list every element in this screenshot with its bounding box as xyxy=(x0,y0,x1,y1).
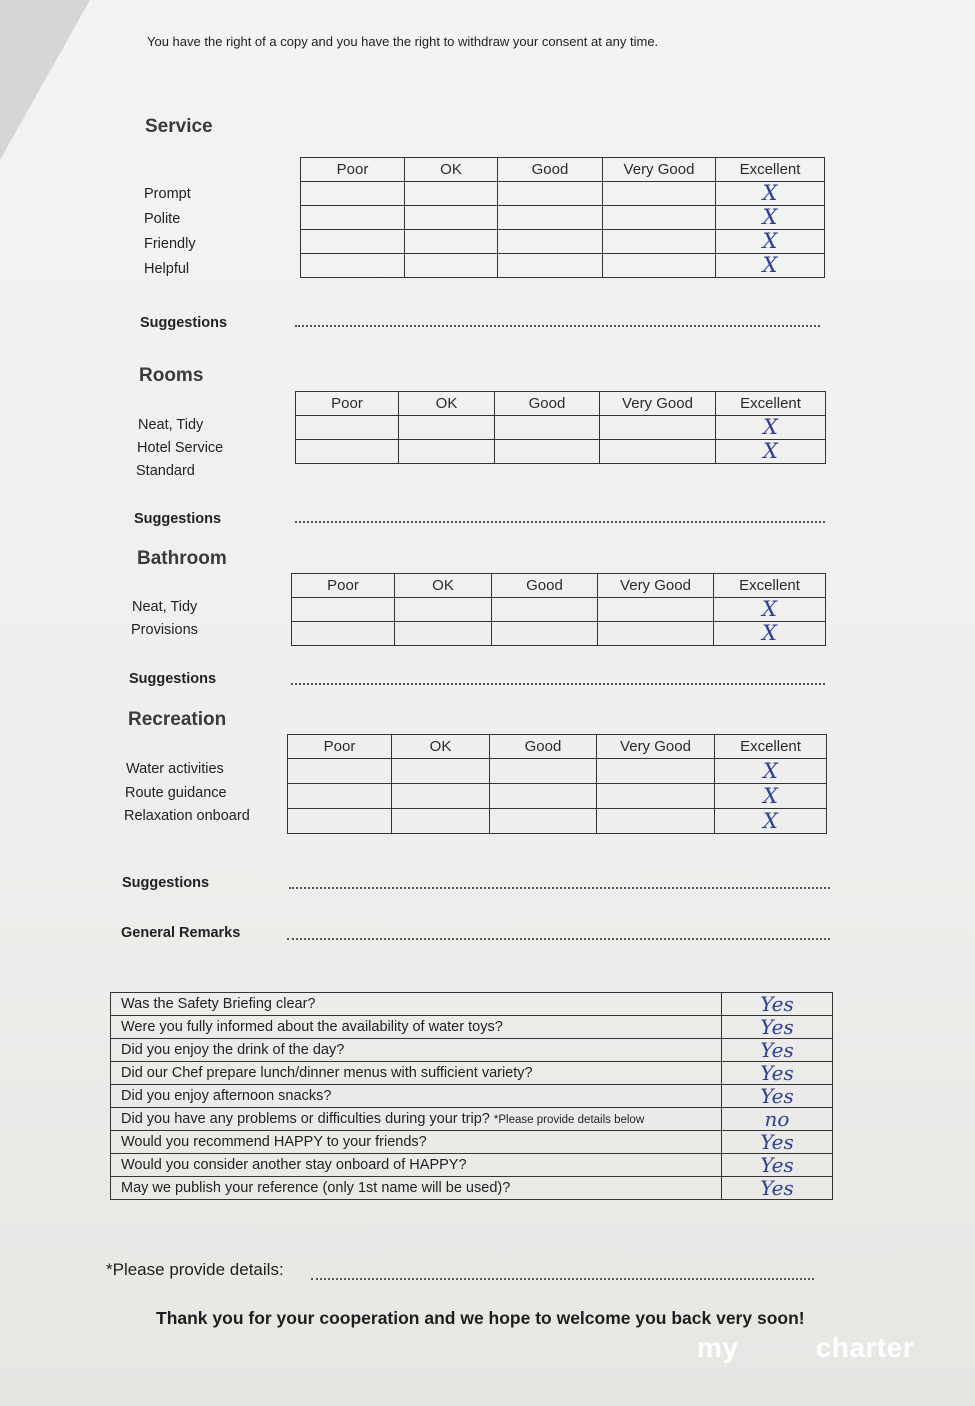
rating-cell[interactable] xyxy=(495,440,600,464)
rating-cell[interactable] xyxy=(600,416,716,440)
col-header-good: Good xyxy=(498,158,603,182)
col-header-ok: OK xyxy=(399,392,495,416)
rating-cell[interactable] xyxy=(498,182,603,206)
section-title-rooms: Rooms xyxy=(139,365,204,386)
question-row xyxy=(111,1154,833,1177)
service-item-friendly: Friendly xyxy=(144,236,196,252)
service-item-prompt: Prompt xyxy=(144,186,191,202)
service-suggestions-label: Suggestions xyxy=(140,315,228,331)
rating-cell[interactable] xyxy=(716,182,825,206)
check-mark: X xyxy=(762,597,777,621)
answer-cell[interactable] xyxy=(722,1039,833,1062)
rating-cell[interactable] xyxy=(603,230,716,254)
col-header-excellent: Excellent xyxy=(716,158,825,182)
check-mark: X xyxy=(762,229,778,253)
rating-cell[interactable] xyxy=(715,809,827,834)
recreation-item-water-activities: Water activities xyxy=(126,761,224,777)
recreation-suggestions-label: Suggestions xyxy=(122,875,210,891)
rating-cell[interactable] xyxy=(495,416,600,440)
question-text: Was the Safety Briefing clear? xyxy=(111,993,722,1016)
check-mark: X xyxy=(763,439,778,463)
col-header-excellent: Excellent xyxy=(716,392,826,416)
rating-cell[interactable] xyxy=(301,182,405,206)
section-title-recreation: Recreation xyxy=(128,709,227,730)
question-text: Would you recommend HAPPY to your friends? xyxy=(111,1131,722,1154)
col-header-excellent: Excellent xyxy=(714,574,826,598)
question-row xyxy=(111,1062,833,1085)
rating-cell[interactable] xyxy=(288,809,392,834)
details-line[interactable] xyxy=(311,1278,814,1280)
rooms-item-hotel-service: Hotel Service xyxy=(137,440,224,456)
question-row xyxy=(111,1016,833,1039)
service-item-helpful: Helpful xyxy=(144,261,190,277)
rating-cell[interactable] xyxy=(492,598,598,622)
answer-text: Yes xyxy=(760,1084,794,1108)
rating-cell[interactable] xyxy=(395,622,492,646)
general-remarks-label: General Remarks xyxy=(121,925,241,941)
rating-cell[interactable] xyxy=(301,254,405,278)
rating-cell[interactable] xyxy=(292,622,395,646)
rating-cell[interactable] xyxy=(716,254,825,278)
bathroom-rating-table xyxy=(291,573,826,646)
rating-cell[interactable] xyxy=(492,622,598,646)
rating-cell[interactable] xyxy=(498,206,603,230)
rating-cell[interactable] xyxy=(392,784,490,809)
rating-cell[interactable] xyxy=(399,416,495,440)
watermark-logo xyxy=(697,1332,914,1364)
rooms-item-neat-tidy: Neat, Tidy xyxy=(138,417,204,433)
col-header-good: Good xyxy=(495,392,600,416)
rooms-suggestions-label: Suggestions xyxy=(134,511,222,527)
answer-text: Yes xyxy=(760,1015,794,1039)
bathroom-suggestions-label: Suggestions xyxy=(129,671,217,687)
watermark-right: charter xyxy=(815,1332,915,1363)
rating-cell[interactable] xyxy=(714,598,826,622)
question-text: May we publish your reference (only 1st name will be used)? xyxy=(111,1177,722,1200)
col-header-very-good: Very Good xyxy=(600,392,716,416)
answer-cell[interactable] xyxy=(722,1154,833,1177)
col-header-ok: OK xyxy=(395,574,492,598)
folded-corner xyxy=(0,0,90,160)
question-text: Were you fully informed about the availability of water toys? xyxy=(111,1016,722,1039)
watermark-middle: greek xyxy=(738,1332,816,1363)
rating-cell[interactable] xyxy=(296,416,399,440)
service-suggestions-line[interactable] xyxy=(295,325,820,327)
bathroom-item-provisions: Provisions xyxy=(131,622,198,638)
answer-cell[interactable] xyxy=(722,1108,833,1131)
section-title-service: Service xyxy=(145,116,213,137)
question-row xyxy=(111,1177,833,1200)
rating-cell[interactable] xyxy=(715,759,827,784)
col-header-poor: Poor xyxy=(301,158,405,182)
rating-cell[interactable] xyxy=(490,809,597,834)
service-rating-table xyxy=(300,157,825,278)
col-header-poor: Poor xyxy=(296,392,399,416)
check-mark: X xyxy=(763,808,778,833)
rating-cell[interactable] xyxy=(392,759,490,784)
rating-cell[interactable] xyxy=(405,206,498,230)
bathroom-suggestions-line[interactable] xyxy=(291,683,825,685)
details-label: *Please provide details: xyxy=(106,1260,284,1279)
rating-cell[interactable] xyxy=(296,440,399,464)
rating-cell[interactable] xyxy=(597,784,715,809)
col-header-poor: Poor xyxy=(288,735,392,759)
section-title-bathroom: Bathroom xyxy=(137,548,227,569)
rating-cell[interactable] xyxy=(405,182,498,206)
general-remarks-line[interactable] xyxy=(287,938,830,940)
col-header-good: Good xyxy=(492,574,598,598)
col-header-poor: Poor xyxy=(292,574,395,598)
answer-cell[interactable] xyxy=(722,1062,833,1085)
answer-text: Yes xyxy=(760,1130,794,1154)
rating-cell[interactable] xyxy=(598,622,714,646)
col-header-ok: OK xyxy=(405,158,498,182)
watermark-left: my xyxy=(697,1332,739,1363)
rating-cell[interactable] xyxy=(405,230,498,254)
recreation-rating-table xyxy=(287,734,827,834)
answer-cell[interactable] xyxy=(722,1131,833,1154)
rating-cell[interactable] xyxy=(490,784,597,809)
rating-cell[interactable] xyxy=(603,182,716,206)
col-header-very-good: Very Good xyxy=(597,735,715,759)
answer-cell[interactable] xyxy=(722,1085,833,1108)
question-text: Would you consider another stay onboard of HAPPY? xyxy=(111,1154,722,1177)
recreation-item-route-guidance: Route guidance xyxy=(125,785,227,801)
question-text: Did you have any problems or difficulties during your trip? xyxy=(121,1111,490,1127)
rating-cell[interactable] xyxy=(405,254,498,278)
rooms-item-standard: Standard xyxy=(136,463,195,479)
rating-cell[interactable] xyxy=(292,598,395,622)
answer-text: Yes xyxy=(760,1176,794,1200)
rating-cell[interactable] xyxy=(716,416,826,440)
check-mark: X xyxy=(763,758,778,783)
col-header-excellent: Excellent xyxy=(715,735,827,759)
rating-cell[interactable] xyxy=(716,440,826,464)
rating-cell[interactable] xyxy=(399,440,495,464)
rating-cell[interactable] xyxy=(716,206,825,230)
check-mark: X xyxy=(762,621,777,645)
questions-table xyxy=(110,992,833,1200)
col-header-very-good: Very Good xyxy=(603,158,716,182)
rating-cell[interactable] xyxy=(392,809,490,834)
rating-cell[interactable] xyxy=(498,230,603,254)
rating-cell[interactable] xyxy=(598,598,714,622)
rooms-rating-table xyxy=(295,391,826,464)
question-row xyxy=(111,993,833,1016)
col-header-very-good: Very Good xyxy=(598,574,714,598)
answer-text: Yes xyxy=(760,1153,794,1177)
rating-cell[interactable] xyxy=(600,440,716,464)
rating-cell[interactable] xyxy=(597,759,715,784)
details-note: *Please provide details below xyxy=(493,1114,645,1126)
rating-cell[interactable] xyxy=(603,254,716,278)
check-mark: X xyxy=(762,181,778,205)
check-mark: X xyxy=(762,205,778,229)
rating-cell[interactable] xyxy=(716,230,825,254)
answer-text: Yes xyxy=(760,1061,794,1085)
question-text: Did you enjoy afternoon snacks? xyxy=(111,1085,722,1108)
thank-you-message: Thank you for your cooperation and we hope to welcome you back very soon! xyxy=(156,1308,805,1328)
answer-cell[interactable] xyxy=(722,1177,833,1200)
recreation-suggestions-line[interactable] xyxy=(289,887,830,889)
question-row xyxy=(111,1085,833,1108)
check-mark: X xyxy=(762,253,778,277)
question-row xyxy=(111,1131,833,1154)
rating-cell[interactable] xyxy=(288,784,392,809)
answer-cell[interactable] xyxy=(722,1016,833,1039)
rating-cell[interactable] xyxy=(597,809,715,834)
question-text: Did our Chef prepare lunch/dinner menus with sufficient variety? xyxy=(111,1062,722,1085)
rating-cell[interactable] xyxy=(714,622,826,646)
check-mark: X xyxy=(763,415,778,439)
consent-notice: You have the right of a copy and you have the right to withdraw your consent at any time. xyxy=(147,34,659,49)
rating-cell[interactable] xyxy=(603,206,716,230)
question-row xyxy=(111,1039,833,1062)
answer-text: Yes xyxy=(760,1038,794,1062)
question-text: Did you enjoy the drink of the day? xyxy=(111,1039,722,1062)
col-header-ok: OK xyxy=(392,735,490,759)
recreation-item-relaxation-onboard: Relaxation onboard xyxy=(124,808,250,824)
rating-cell[interactable] xyxy=(490,759,597,784)
rating-cell[interactable] xyxy=(395,598,492,622)
rooms-suggestions-line[interactable] xyxy=(295,521,825,523)
service-item-polite: Polite xyxy=(144,211,181,227)
question-cell xyxy=(111,1108,722,1131)
rating-cell[interactable] xyxy=(301,206,405,230)
question-row xyxy=(111,1108,833,1131)
rating-cell[interactable] xyxy=(288,759,392,784)
answer-text: Yes xyxy=(760,992,794,1016)
rating-cell[interactable] xyxy=(715,784,827,809)
answer-text: no xyxy=(764,1107,790,1131)
col-header-good: Good xyxy=(490,735,597,759)
bathroom-item-neat-tidy: Neat, Tidy xyxy=(132,599,198,615)
check-mark: X xyxy=(763,783,778,808)
rating-cell[interactable] xyxy=(301,230,405,254)
rating-cell[interactable] xyxy=(498,254,603,278)
answer-cell[interactable] xyxy=(722,993,833,1016)
